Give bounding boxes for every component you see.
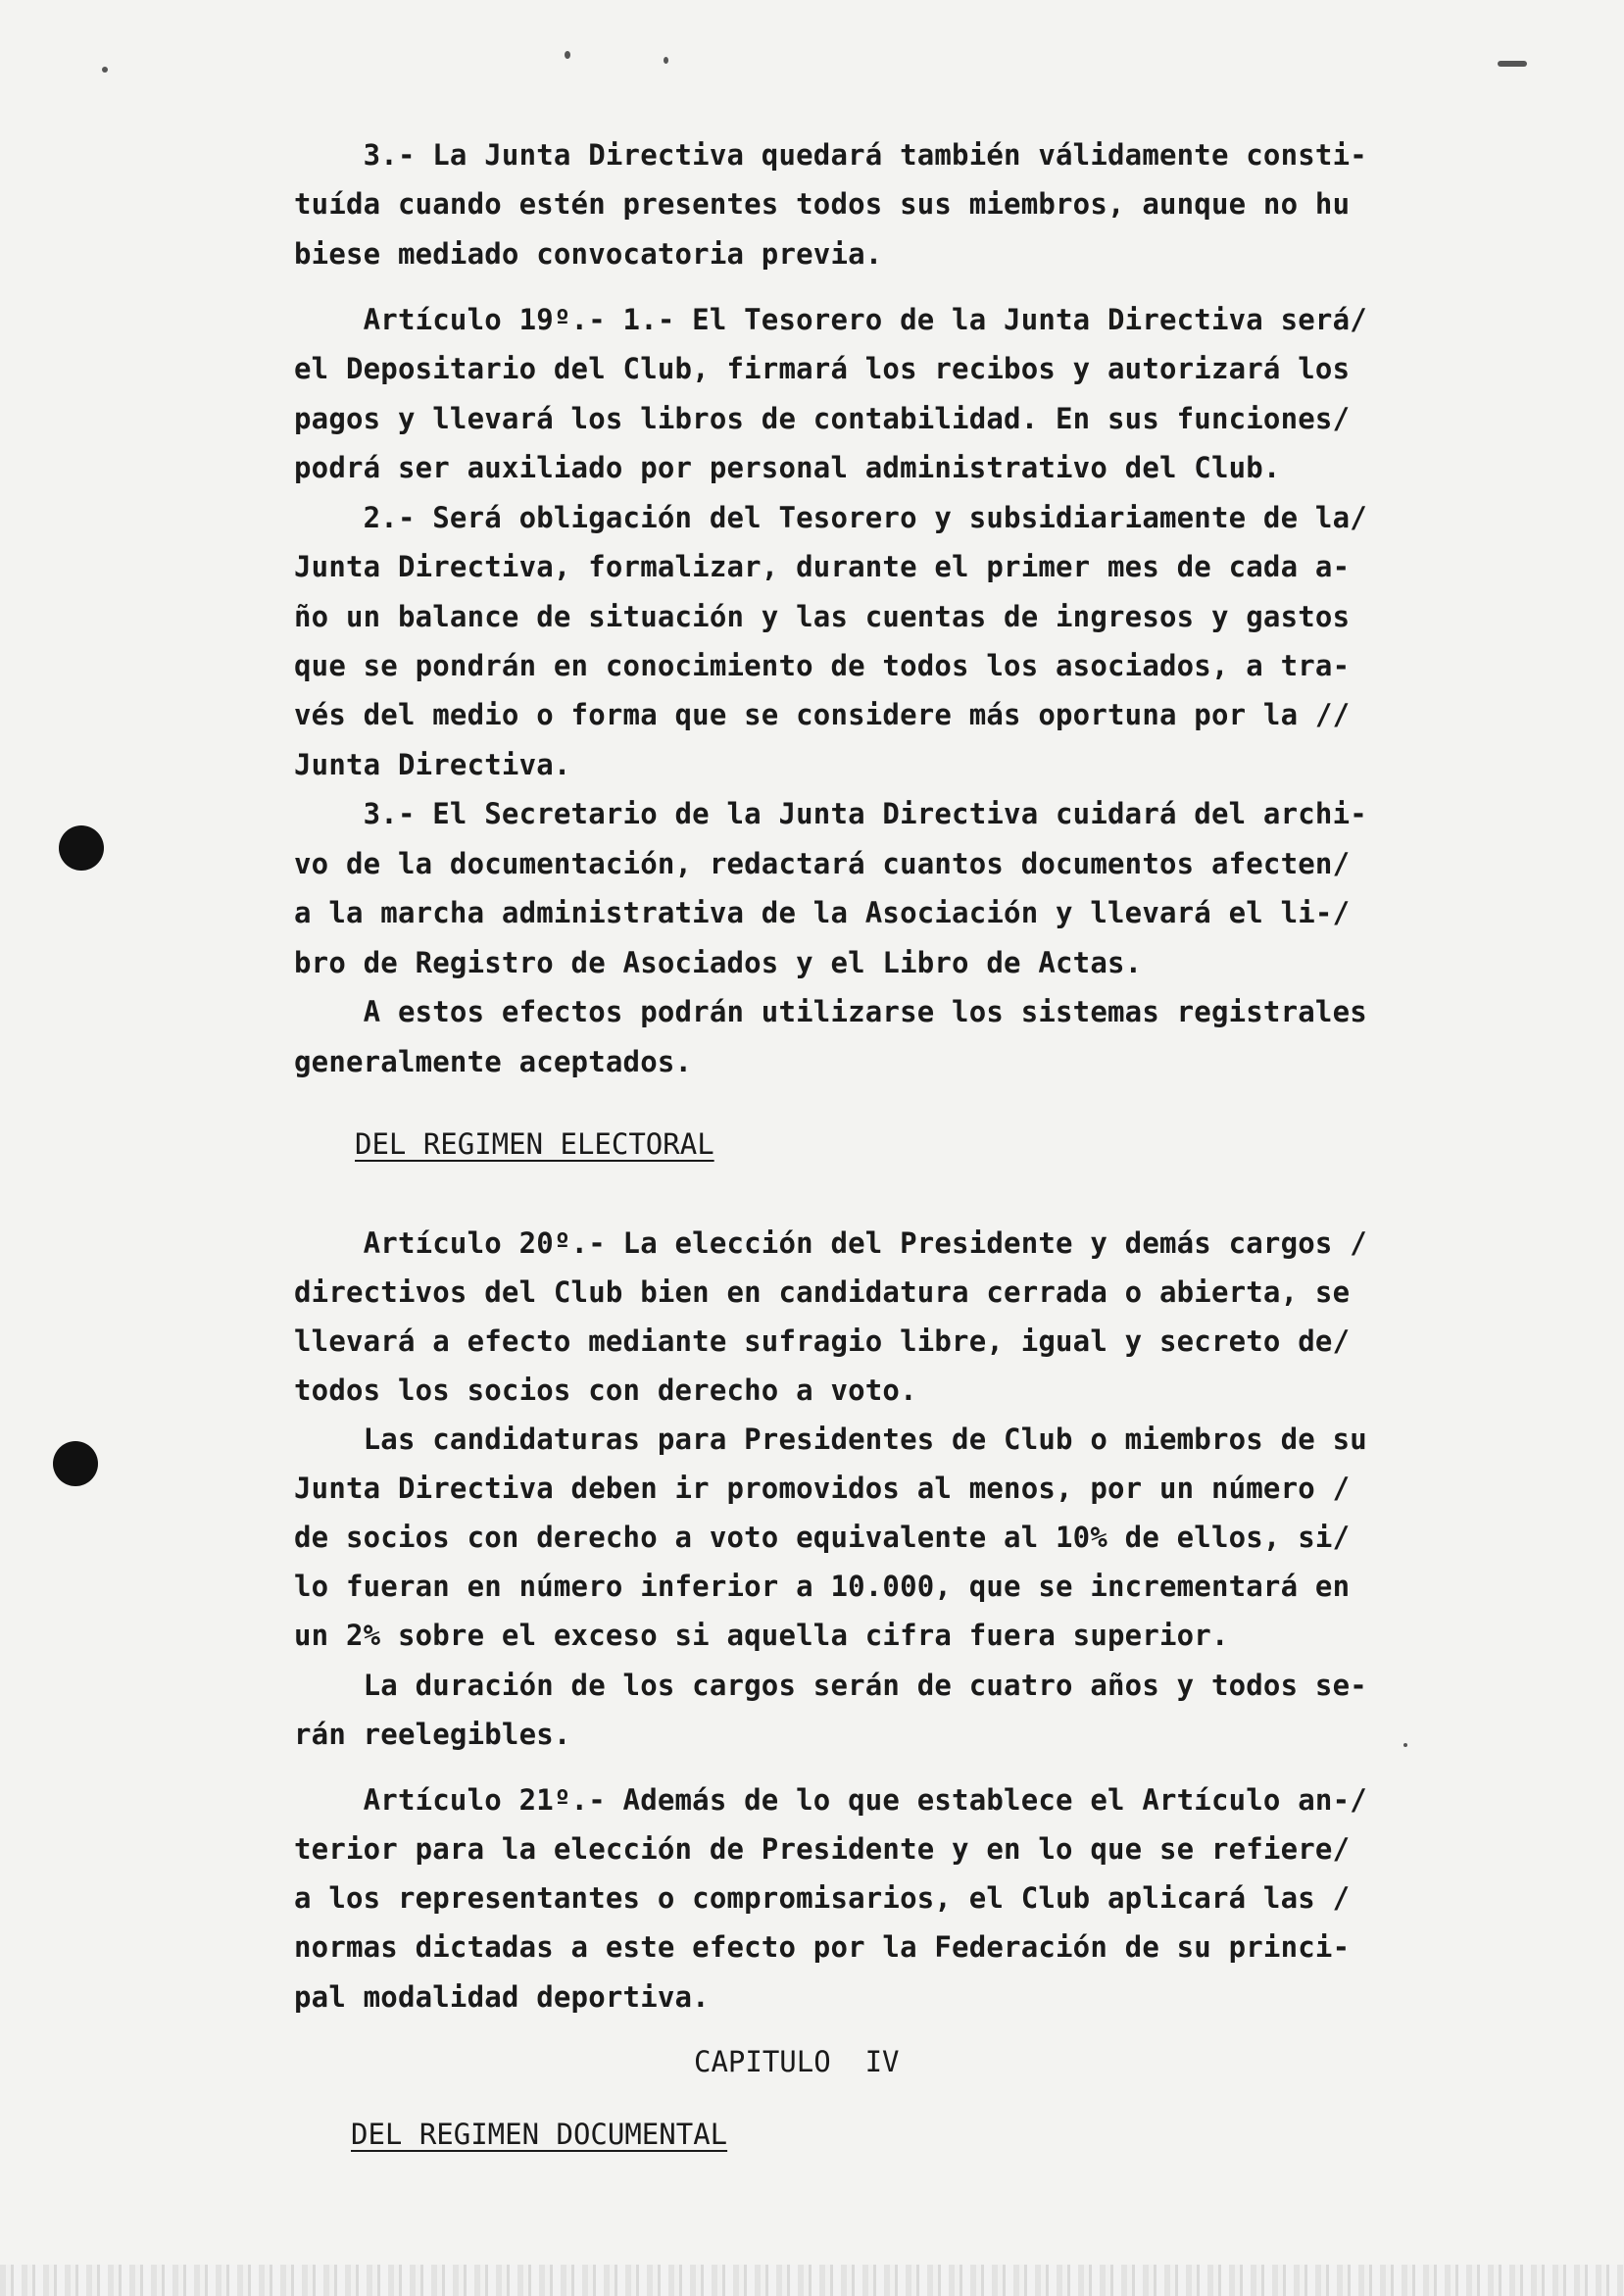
text-line: de socios con derecho a voto equivalente al 10% de ellos, si/: [294, 1521, 1351, 1554]
text-line: pal modalidad deportiva.: [294, 1980, 710, 2014]
chapter-title: CAPITULO IV: [694, 2045, 900, 2078]
text-line: terior para la elección de Presidente y en lo que se refiere/: [294, 1832, 1351, 1866]
text-line: Junta Directiva deben ir promovidos al menos, por un número /: [294, 1472, 1351, 1505]
text-line: un 2% sobre el exceso si aquella cifra fuera superior.: [294, 1619, 1229, 1652]
text-line: 2.- Será obligación del Tesorero y subsidiariamente de la/: [294, 501, 1367, 534]
text-line: ño un balance de situación y las cuentas de ingresos y gastos: [294, 600, 1351, 633]
scan-edge-artifact: [0, 2265, 1624, 2296]
text-line: que se pondrán en conocimiento de todos los asociados, a tra-: [294, 649, 1351, 682]
text-line: tuída cuando estén presentes todos sus miembros, aunque no hu: [294, 187, 1351, 221]
text-line: vo de la documentación, redactará cuantos documentos afecten/: [294, 847, 1351, 880]
text-line: 3.- La Junta Directiva quedará también válidamente consti-: [294, 138, 1367, 172]
text-line: vés del medio o forma que se considere más oportuna por la //: [294, 698, 1351, 731]
text-line: bro de Registro de Asociados y el Libro de Actas.: [294, 946, 1143, 979]
text-line: A estos efectos podrán utilizarse los sistemas registrales: [294, 995, 1367, 1028]
text-line: normas dictadas a este efecto por la Federación de su princi-: [294, 1930, 1351, 1964]
text-line: el Depositario del Club, firmará los recibos y autorizará los: [294, 352, 1351, 385]
text-line: Artículo 21º.- Además de lo que establece el Artículo an-/: [294, 1783, 1367, 1817]
punch-hole-top: [59, 825, 104, 871]
punch-hole-bottom: [53, 1441, 98, 1486]
section-heading-documental: DEL REGIMEN DOCUMENTAL: [351, 2118, 728, 2151]
text-line: biese mediado convocatoria previa.: [294, 237, 883, 271]
text-line: Artículo 20º.- La elección del Presidente y demás cargos /: [294, 1226, 1367, 1260]
text-line: a los representantes o compromisarios, el Club aplicará las /: [294, 1881, 1351, 1915]
scan-speck: [565, 51, 570, 59]
text-line: todos los socios con derecho a voto.: [294, 1373, 917, 1407]
section-heading-electoral: DEL REGIMEN ELECTORAL: [355, 1127, 714, 1161]
text-line: pagos y llevará los libros de contabilidad. En sus funciones/: [294, 402, 1351, 435]
text-line: podrá ser auxiliado por personal administrativo del Club.: [294, 451, 1281, 484]
scan-speck: [664, 57, 668, 64]
text-line: a la marcha administrativa de la Asociación y llevará el li-/: [294, 896, 1351, 929]
scan-speck: [1498, 61, 1527, 67]
text-line: generalmente aceptados.: [294, 1045, 693, 1078]
text-line: rán reelegibles.: [294, 1718, 571, 1751]
scan-speck: [102, 67, 108, 73]
text-line: La duración de los cargos serán de cuatro años y todos se-: [294, 1669, 1367, 1702]
text-line: 3.- El Secretario de la Junta Directiva cuidará del archi-: [294, 797, 1367, 830]
text-line: Junta Directiva, formalizar, durante el primer mes de cada a-: [294, 550, 1351, 583]
text-line: directivos del Club bien en candidatura cerrada o abierta, se: [294, 1275, 1351, 1309]
text-line: Las candidaturas para Presidentes de Club o miembros de su: [294, 1423, 1367, 1456]
text-line: Junta Directiva.: [294, 748, 571, 781]
text-line: llevará a efecto mediante sufragio libre, igual y secreto de/: [294, 1324, 1351, 1358]
text-line: Artículo 19º.- 1.- El Tesorero de la Junta Directiva será/: [294, 303, 1367, 336]
text-line: lo fueran en número inferior a 10.000, que se incrementará en: [294, 1570, 1351, 1603]
